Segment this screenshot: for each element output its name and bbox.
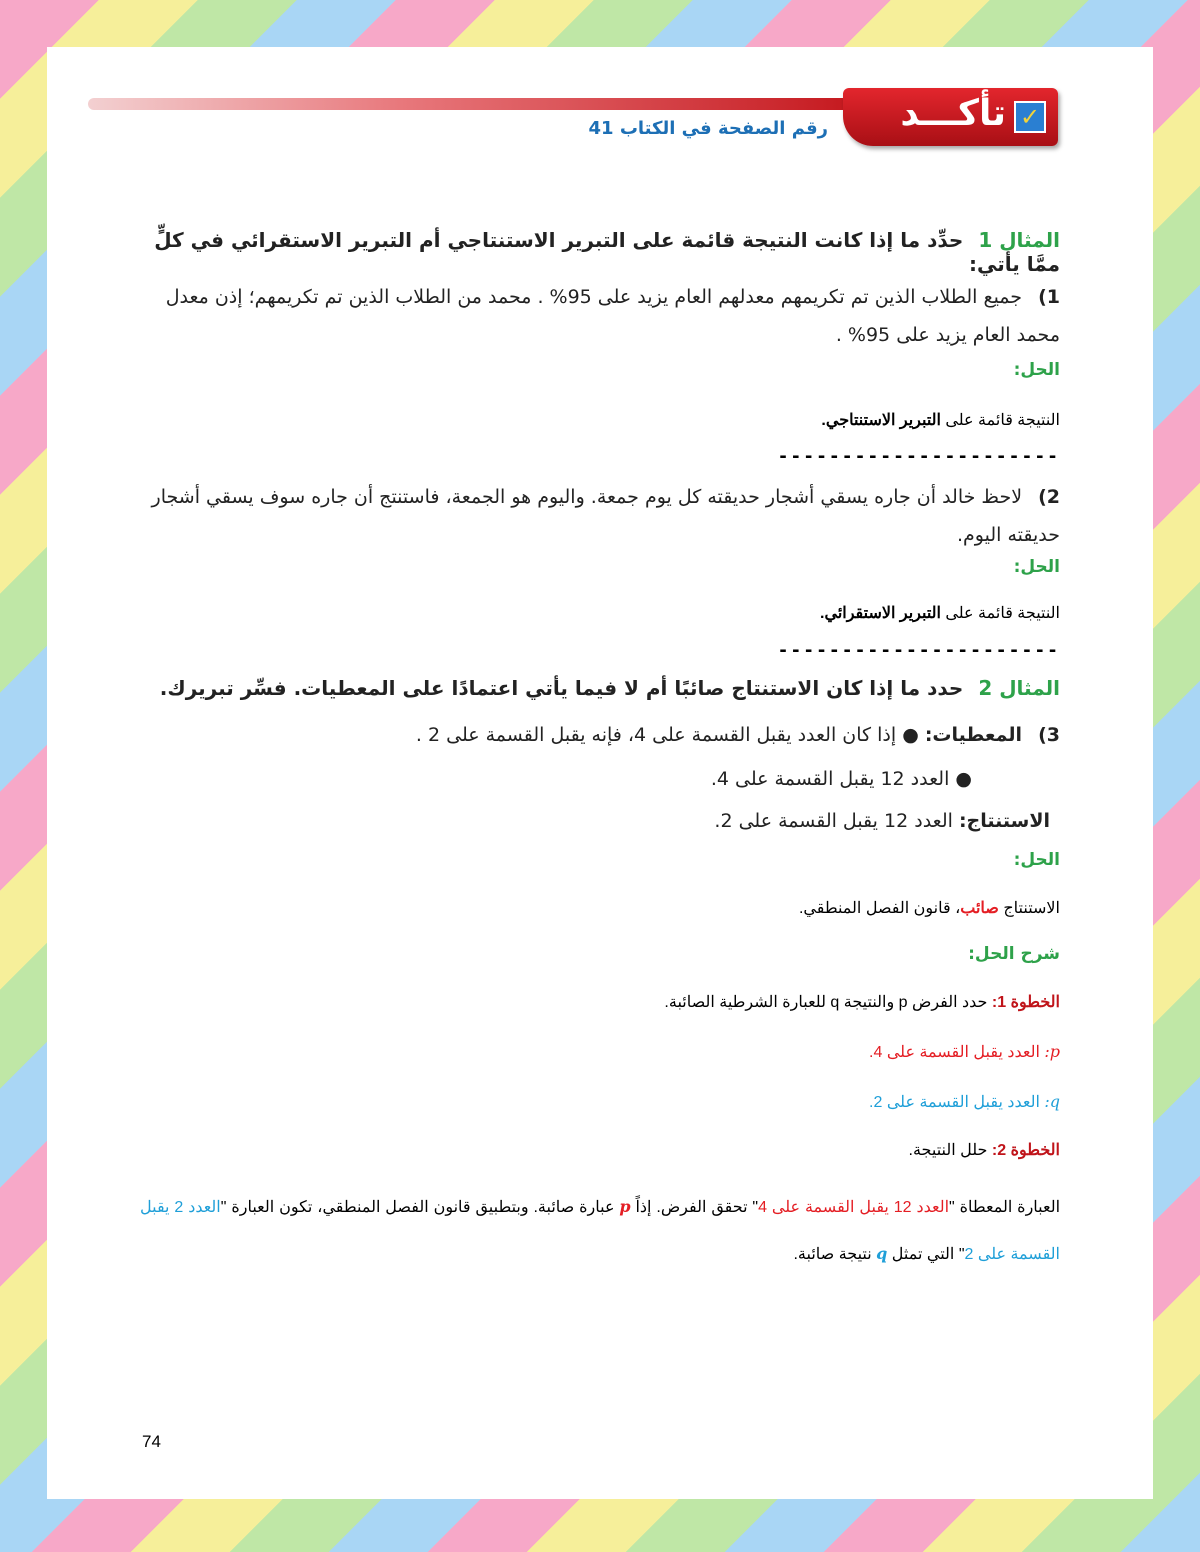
question-3-solution-label: الحل: xyxy=(1013,850,1060,870)
step-1 xyxy=(140,992,1060,1012)
step-2 xyxy=(140,1140,1060,1160)
question-3-givens-line-2 xyxy=(142,768,972,790)
section-header xyxy=(90,88,1058,198)
question-1-solution-label: الحل: xyxy=(1013,360,1060,380)
question-3-given-2: العدد 12 يقبل القسمة على 4. xyxy=(710,768,950,790)
question-2-number: 2) xyxy=(1038,486,1060,508)
question-3-number: 3) xyxy=(1038,724,1060,746)
question-2-text: لاحظ خالد أن جاره يسقي أشجار حديقته كل يوم جمعة. واليوم هو الجمعة، فاستنتج أن جاره سوف يسقي أشجار حديقته اليوم. xyxy=(151,486,1060,546)
question-3-answer-suffix: ، قانون الفصل المنطقي. xyxy=(798,900,961,917)
book-page-reference: رقم الصفحة في الكتاب 41 xyxy=(588,118,828,139)
question-2-solution-label: الحل: xyxy=(1013,557,1060,577)
question-3-answer-valid: صائب xyxy=(960,900,999,917)
hypothesis-var: p: xyxy=(1044,1042,1060,1061)
explanation-paragraph xyxy=(140,1184,1060,1278)
conclusion-var: q: xyxy=(1044,1092,1060,1111)
question-3-conclusion: العدد 12 يقبل القسمة على 2. xyxy=(714,810,953,832)
hypothesis-line xyxy=(140,1042,1060,1062)
para-q-var: q xyxy=(876,1244,888,1263)
question-2-answer xyxy=(140,603,1060,623)
question-1-answer xyxy=(140,410,1060,430)
question-3-answer-prefix: الاستنتاج xyxy=(998,900,1060,917)
hypothesis-text: العدد يقبل القسمة على 4. xyxy=(869,1044,1040,1061)
example1-heading xyxy=(140,228,1060,276)
question-2 xyxy=(140,478,1060,554)
para-p-var: p xyxy=(619,1197,631,1216)
question-3-given-1: إذا كان العدد يقبل القسمة على 4، فإنه يقبل القسمة على 2 . xyxy=(415,724,897,746)
question-1-number: 1) xyxy=(1038,286,1060,308)
example2-title: حدد ما إذا كان الاستنتاج صائبًا أم لا فيما يأتي اعتمادًا على المعطيات. فسِّر تبريرك. xyxy=(159,676,964,700)
question-3-conclusion-label: الاستنتاج: xyxy=(958,810,1050,832)
para-text-e: نتيجة صائبة. xyxy=(793,1246,877,1263)
bullet-icon: ● xyxy=(955,768,972,790)
separator-2: ---------------------- xyxy=(777,640,1060,661)
question-1-answer-bold: التبرير الاستنتاجي. xyxy=(821,412,941,429)
question-1-answer-prefix: النتيجة قائمة على xyxy=(940,412,1060,429)
para-text-a: العبارة المعطاة " xyxy=(949,1199,1061,1216)
question-2-answer-prefix: النتيجة قائمة على xyxy=(940,605,1060,622)
conclusion-var-line xyxy=(140,1092,1060,1112)
step-2-text: حلل النتيجة. xyxy=(908,1142,988,1159)
page-number: 74 xyxy=(142,1432,161,1451)
question-3-givens-line-1 xyxy=(140,724,1060,746)
step-1-text: حدد الفرض p والنتيجة q للعبارة الشرطية الصائبة. xyxy=(664,994,988,1011)
para-text-c: عبارة صائبة. وبتطبيق قانون الفصل المنطقي، تكون العبارة " xyxy=(220,1199,620,1216)
header-banner-bar xyxy=(88,98,868,110)
badge-title: تأكـــد xyxy=(900,93,1006,134)
question-1-text: جميع الطلاب الذين تم تكريمهم معدلهم العام يزيد على 95% . محمد من الطلاب الذين تم تكريمهم؛ إذن معدل محمد العام يزيد على 95% . xyxy=(165,286,1060,346)
example2-heading xyxy=(140,676,1060,700)
question-2-answer-bold: التبرير الاستقرائي. xyxy=(820,605,941,622)
separator-1: ---------------------- xyxy=(777,446,1060,467)
step-2-label: الخطوة 2: xyxy=(991,1142,1060,1159)
para-given-statement: العدد 12 يقبل القسمة على 4 xyxy=(758,1199,950,1216)
explanation-label: شرح الحل: xyxy=(968,944,1060,964)
para-conclusion-statement: العدد 2 يقبل القسمة على 2 xyxy=(140,1199,1060,1263)
conclusion-var-text: العدد يقبل القسمة على 2. xyxy=(869,1094,1040,1111)
question-1 xyxy=(140,278,1060,354)
question-3-conclusion-line xyxy=(130,810,1050,832)
confirm-badge xyxy=(843,88,1058,146)
example1-label: المثال 1 xyxy=(978,228,1060,252)
para-text-d: " التي تمثل xyxy=(887,1246,965,1263)
para-text-b: " تحقق الفرض. إذاً xyxy=(630,1199,759,1216)
example1-title: حدِّد ما إذا كانت النتيجة قائمة على التبرير الاستنتاجي أم التبرير الاستقرائي في كلٍّ ممَّا يأتي: xyxy=(154,228,1060,276)
bullet-icon: ● xyxy=(902,724,919,746)
question-3-givens-label: المعطيات: xyxy=(924,724,1023,746)
question-3-answer xyxy=(140,898,1060,918)
example2-label: المثال 2 xyxy=(978,676,1060,700)
step-1-label: الخطوة 1: xyxy=(991,994,1060,1011)
checkmark-icon: ✓ xyxy=(1014,101,1046,133)
